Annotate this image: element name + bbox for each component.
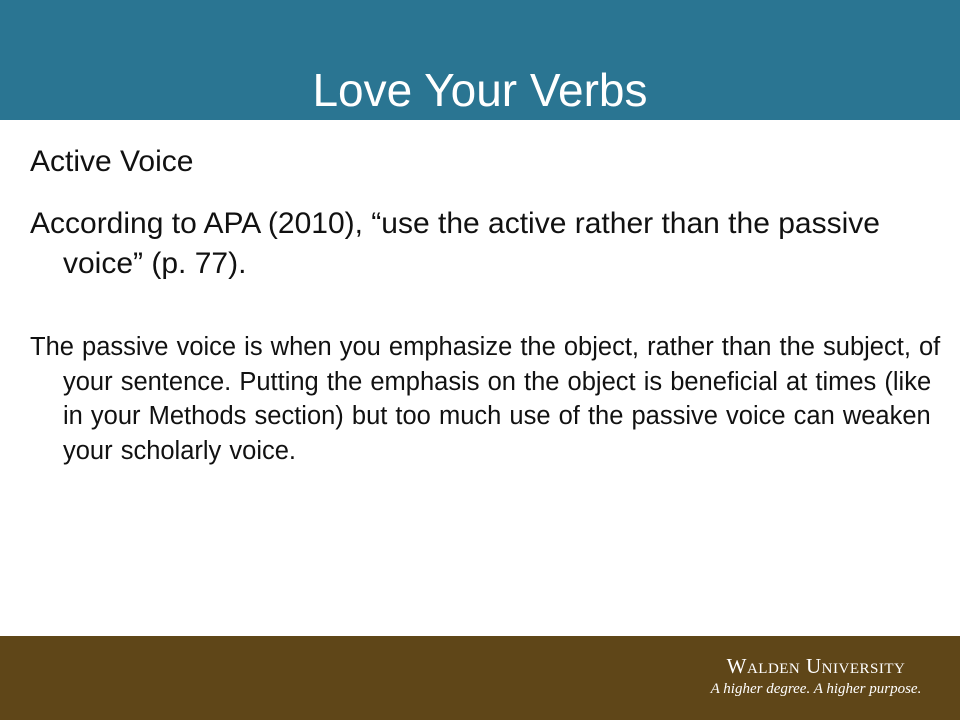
slide-content: [0, 120, 960, 636]
logo-wordmark: Walden University: [726, 654, 906, 678]
walden-university-logo: [696, 654, 936, 700]
apa-quote: According to APA (2010), “use the active rather than the passive voice” (p. 77).: [30, 207, 880, 280]
logo-tagline: A higher degree. A higher purpose.: [710, 681, 922, 697]
body-paragraph: The passive voice is when you emphasize the object, rather than the subject, of your sentence. Putting the emphasis on the object is beneficial at times (like in your Methods section) but too much use of the passive voice can weaken your scholarly voice.: [30, 333, 941, 465]
subheading: Active Voice: [30, 145, 194, 178]
slide-title: Love Your Verbs: [312, 64, 648, 116]
footer-band: [0, 636, 960, 720]
